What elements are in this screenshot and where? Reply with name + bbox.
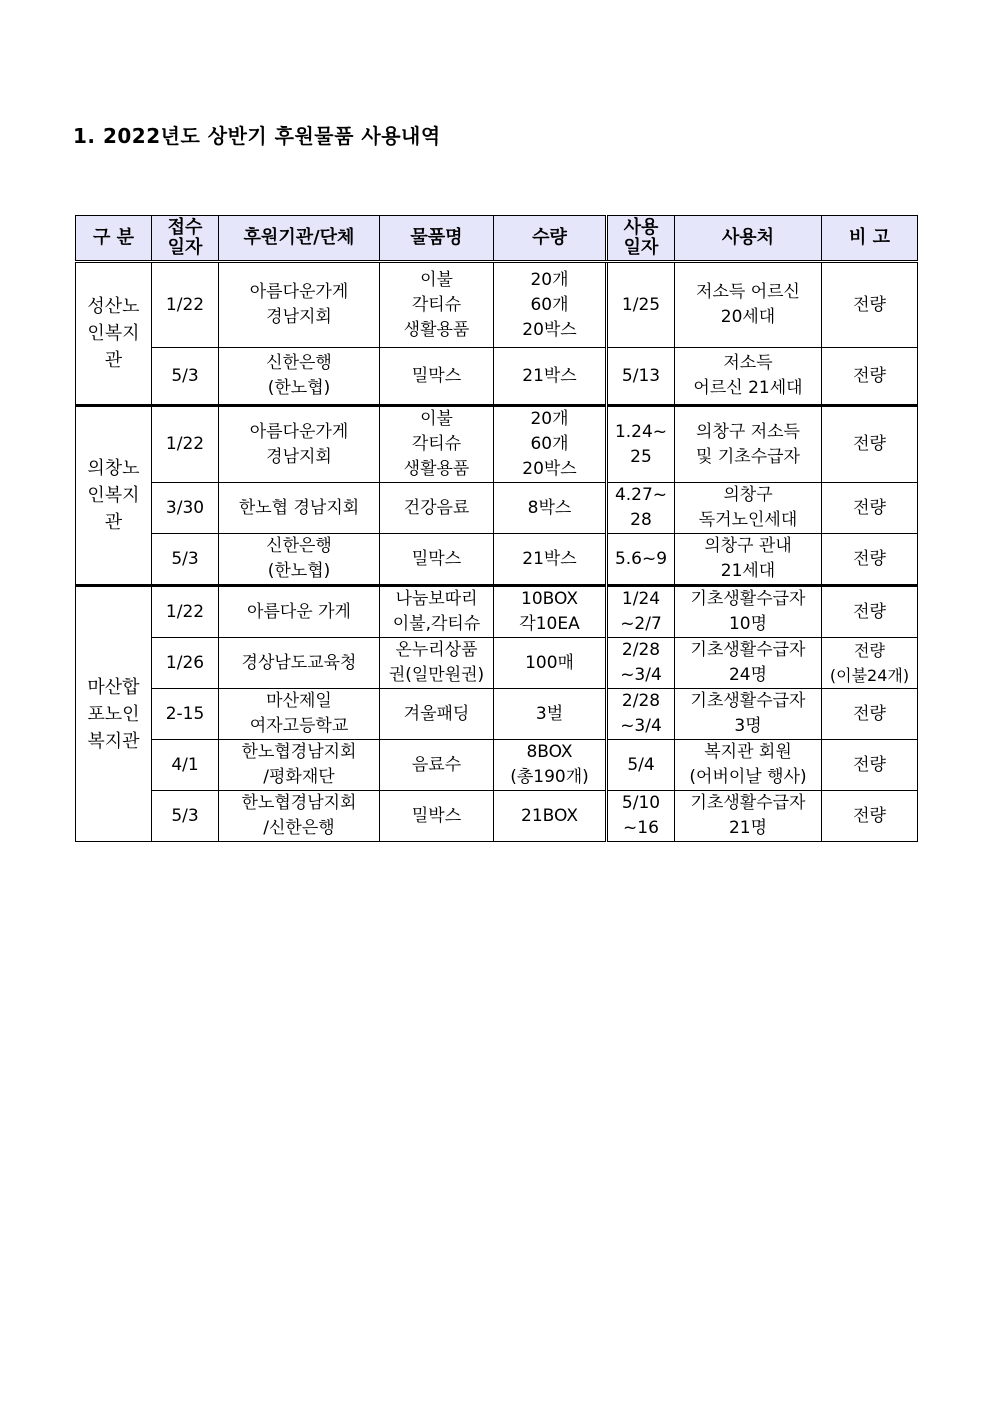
group-name-seongsan: 성산노 인복지 관 xyxy=(76,262,152,406)
header-quantity: 수량 xyxy=(494,216,607,262)
cell-recipient: 저소득 어르신 21세대 xyxy=(675,348,822,406)
cell-quantity: 3벌 xyxy=(494,689,607,740)
cell-quantity: 10BOX 각10EA xyxy=(494,586,607,638)
header-note: 비 고 xyxy=(822,216,918,262)
cell-donor: 한노협경남지회 /평화재단 xyxy=(219,740,380,791)
cell-use-date: 2/28 ~3/4 xyxy=(607,689,675,740)
cell-donor: 마산제일 여자고등학교 xyxy=(219,689,380,740)
cell-note: 전량 xyxy=(822,262,918,348)
group-name-masanhappo: 마산합 포노인 복지관 xyxy=(76,586,152,842)
donation-usage-table xyxy=(75,215,918,842)
cell-quantity: 8박스 xyxy=(494,483,607,534)
cell-receipt-date: 5/3 xyxy=(152,534,219,586)
cell-receipt-date: 5/3 xyxy=(152,348,219,406)
cell-note: 전량 xyxy=(822,586,918,638)
cell-item: 이불 각티슈 생활용품 xyxy=(380,406,494,483)
cell-use-date: 1.24~ 25 xyxy=(607,406,675,483)
page-title: 1. 2022년도 상반기 후원물품 사용내역 xyxy=(73,124,441,148)
cell-item: 겨울패딩 xyxy=(380,689,494,740)
group-name-uichang: 의창노 인복지 관 xyxy=(76,406,152,586)
cell-receipt-date: 4/1 xyxy=(152,740,219,791)
table-row xyxy=(76,483,918,534)
cell-use-date: 1/24 ~2/7 xyxy=(607,586,675,638)
table-row xyxy=(76,262,918,348)
cell-item: 온누리상품 권(일만원권) xyxy=(380,638,494,689)
cell-recipient: 의창구 저소득 및 기초수급자 xyxy=(675,406,822,483)
cell-donor: 한노협 경남지회 xyxy=(219,483,380,534)
cell-quantity: 20개 60개 20박스 xyxy=(494,262,607,348)
cell-note: 전량 xyxy=(822,348,918,406)
cell-receipt-date: 1/22 xyxy=(152,586,219,638)
table-row xyxy=(76,740,918,791)
cell-item: 이불 각티슈 생활용품 xyxy=(380,262,494,348)
cell-recipient: 의창구 독거노인세대 xyxy=(675,483,822,534)
cell-receipt-date: 1/22 xyxy=(152,262,219,348)
cell-use-date: 1/25 xyxy=(607,262,675,348)
cell-donor: 아름다운 가게 xyxy=(219,586,380,638)
header-row xyxy=(76,216,918,262)
cell-item: 건강음료 xyxy=(380,483,494,534)
cell-item: 음료수 xyxy=(380,740,494,791)
cell-use-date: 4.27~ 28 xyxy=(607,483,675,534)
cell-note: 전량 xyxy=(822,740,918,791)
table-row xyxy=(76,586,918,638)
cell-receipt-date: 3/30 xyxy=(152,483,219,534)
cell-recipient: 의창구 관내 21세대 xyxy=(675,534,822,586)
cell-note: 전량 (이불24개) xyxy=(822,638,918,689)
header-item: 물품명 xyxy=(380,216,494,262)
cell-receipt-date: 1/26 xyxy=(152,638,219,689)
header-recipient: 사용처 xyxy=(675,216,822,262)
cell-item: 밀막스 xyxy=(380,348,494,406)
cell-note: 전량 xyxy=(822,791,918,842)
cell-item: 밀박스 xyxy=(380,791,494,842)
cell-receipt-date: 1/22 xyxy=(152,406,219,483)
cell-use-date: 5.6~9 xyxy=(607,534,675,586)
header-donor: 후원기관/단체 xyxy=(219,216,380,262)
table-row xyxy=(76,406,918,483)
header-group: 구 분 xyxy=(76,216,152,262)
cell-item: 밀막스 xyxy=(380,534,494,586)
cell-recipient: 저소득 어르신 20세대 xyxy=(675,262,822,348)
cell-donor: 아름다운가게 경남지회 xyxy=(219,262,380,348)
cell-use-date: 5/4 xyxy=(607,740,675,791)
cell-donor: 경상남도교육청 xyxy=(219,638,380,689)
cell-recipient: 기초생활수급자 10명 xyxy=(675,586,822,638)
cell-quantity: 8BOX (총190개) xyxy=(494,740,607,791)
cell-item: 나눔보따리 이불,각티슈 xyxy=(380,586,494,638)
cell-use-date: 2/28 ~3/4 xyxy=(607,638,675,689)
header-use-date: 사용 일자 xyxy=(607,216,675,262)
cell-quantity: 20개 60개 20박스 xyxy=(494,406,607,483)
cell-recipient: 복지관 회원 (어버이날 행사) xyxy=(675,740,822,791)
header-receipt-date: 접수 일자 xyxy=(152,216,219,262)
cell-recipient: 기초생활수급자 21명 xyxy=(675,791,822,842)
cell-recipient: 기초생활수급자 3명 xyxy=(675,689,822,740)
cell-quantity: 21BOX xyxy=(494,791,607,842)
cell-use-date: 5/13 xyxy=(607,348,675,406)
cell-recipient: 기초생활수급자 24명 xyxy=(675,638,822,689)
cell-quantity: 21박스 xyxy=(494,348,607,406)
table-row xyxy=(76,638,918,689)
table-row xyxy=(76,348,918,406)
cell-use-date: 5/10 ~16 xyxy=(607,791,675,842)
cell-quantity: 100매 xyxy=(494,638,607,689)
cell-note: 전량 xyxy=(822,689,918,740)
cell-receipt-date: 2-15 xyxy=(152,689,219,740)
cell-quantity: 21박스 xyxy=(494,534,607,586)
cell-note: 전량 xyxy=(822,534,918,586)
table-row xyxy=(76,534,918,586)
cell-donor: 아름다운가게 경남지회 xyxy=(219,406,380,483)
table-row xyxy=(76,689,918,740)
cell-donor: 신한은행 (한노협) xyxy=(219,534,380,586)
cell-note: 전량 xyxy=(822,406,918,483)
cell-receipt-date: 5/3 xyxy=(152,791,219,842)
cell-note: 전량 xyxy=(822,483,918,534)
cell-donor: 한노협경남지회 /신한은행 xyxy=(219,791,380,842)
table-row xyxy=(76,791,918,842)
cell-donor: 신한은행 (한노협) xyxy=(219,348,380,406)
